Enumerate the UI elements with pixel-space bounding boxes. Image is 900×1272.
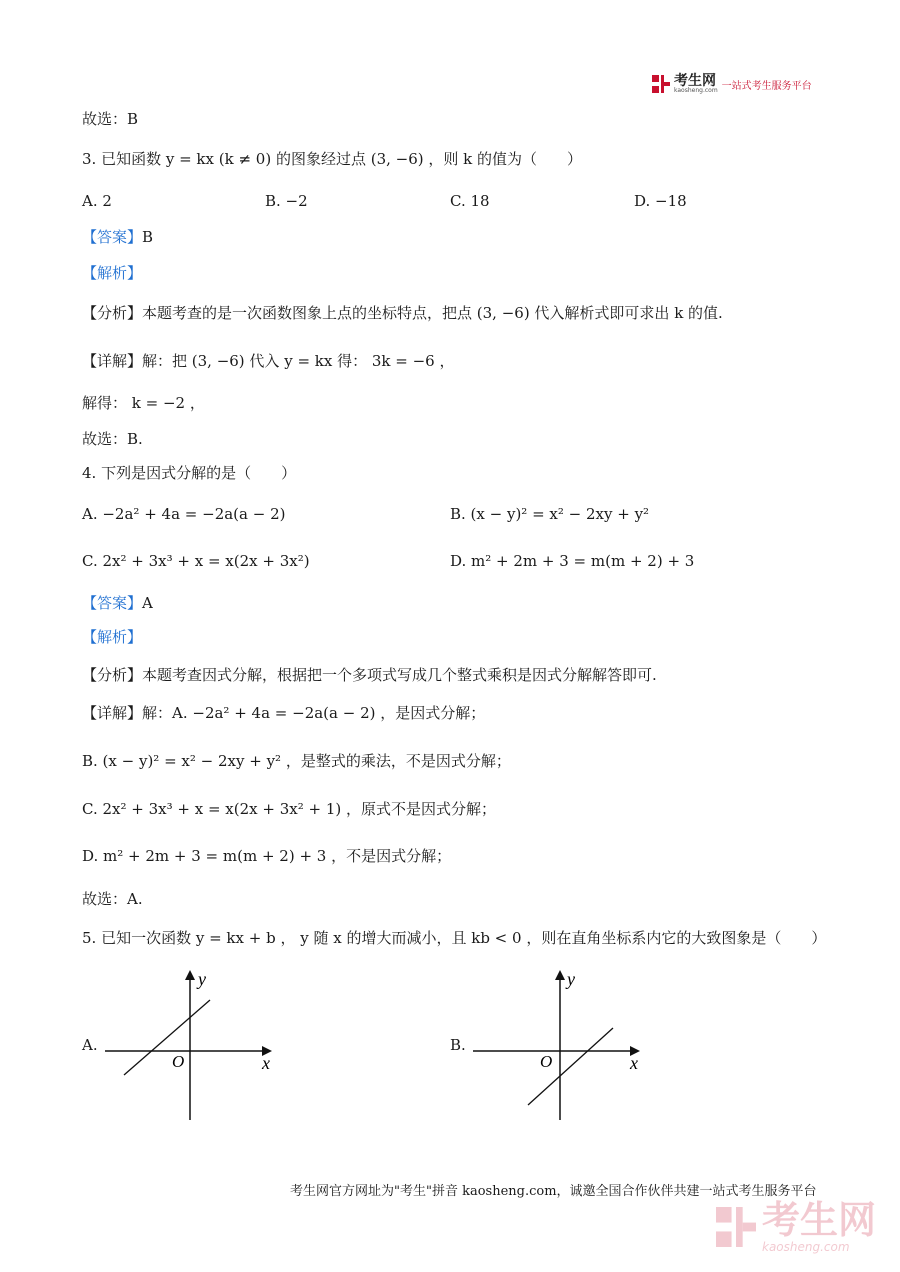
q4-analysis-tag: 【解析】 bbox=[82, 628, 143, 646]
q4-c: C. 2x² + 3x³ + x = x(2x + 3x² + 1) ，原式不是因式分解； bbox=[82, 800, 496, 818]
page-footer: 考生网官方网址为"考生"拼音 kaosheng.com，诚邀全国合作伙伴共建一站式考生服务平台 bbox=[290, 1184, 817, 1199]
q4-option-b: B. (x − y)² = x² − 2xy + y² bbox=[450, 505, 650, 523]
logo-name: 考生网 bbox=[674, 72, 716, 89]
watermark-text: 考生网 bbox=[762, 1198, 877, 1242]
graph-a-line bbox=[124, 1000, 210, 1075]
q3-analysis-tag: 【解析】 bbox=[82, 264, 143, 282]
q4-option-c: C. 2x² + 3x³ + x = x(2x + 3x²) bbox=[82, 552, 310, 570]
q3-fenxi: 【分析】本题考查的是一次函数图象上点的坐标特点，把点 (3, −6) 代入解析式即可求出 k 的值. bbox=[82, 304, 723, 322]
q3-option-d: D. −18 bbox=[634, 192, 687, 210]
graph-b-y-arrow bbox=[555, 970, 565, 980]
graph-a-y-arrow bbox=[185, 970, 195, 980]
logo-domain: kaosheng.com bbox=[674, 86, 718, 94]
answer-tag: 【答案】 bbox=[82, 228, 143, 246]
q3-xiangjie: 【详解】解：把 (3, −6) 代入 y = kx 得： 3k = −6 ， bbox=[82, 352, 455, 370]
graph-a-label: A. bbox=[82, 1036, 98, 1054]
question-4: 4. 下列是因式分解的是（ ） bbox=[82, 464, 297, 482]
answer-tag-2: 【答案】 bbox=[82, 594, 143, 612]
watermark bbox=[716, 1200, 876, 1254]
question-3: 3. 已知函数 y = kx (k ≠ 0) 的图象经过点 (3, −6) ，则 k 的值为（ ） bbox=[82, 150, 583, 168]
graph-b bbox=[468, 965, 658, 1125]
brand-logo bbox=[652, 72, 812, 96]
q3-option-a: A. 2 bbox=[82, 192, 112, 210]
graph-b-x-label: x bbox=[630, 1053, 638, 1073]
header-slogan: 一站式考生服务平台 bbox=[721, 80, 812, 92]
watermark-logo-icon bbox=[716, 1207, 756, 1247]
q4-answer: A bbox=[142, 594, 153, 612]
q4-guxuan: 故选：A. bbox=[82, 890, 143, 908]
q4-xiangjie: 【详解】解：A. −2a² + 4a = −2a(a − 2) ，是因式分解； bbox=[82, 704, 486, 722]
q4-option-d: D. m² + 2m + 3 = m(m + 2) + 3 bbox=[450, 552, 695, 570]
q3-option-c: C. 18 bbox=[450, 192, 490, 210]
graph-a bbox=[100, 965, 290, 1125]
graph-b-label: B. bbox=[450, 1036, 466, 1054]
graph-a-x-label: x bbox=[262, 1053, 270, 1073]
q3-guxuan: 故选：B. bbox=[82, 430, 143, 448]
q4-answer-line bbox=[82, 592, 153, 614]
graph-b-origin: O bbox=[540, 1052, 553, 1071]
q3-option-b: B. −2 bbox=[265, 192, 308, 210]
question-5: 5. 已知一次函数 y = kx + b ， y 随 x 的增大而减小，且 kb < 0 ，则在直角坐标系内它的大致图象是（ ） bbox=[82, 929, 827, 947]
q3-answer-line bbox=[82, 226, 153, 248]
watermark-domain: kaosheng.com bbox=[762, 1240, 850, 1254]
q3-answer: B bbox=[142, 228, 154, 246]
graph-a-y-label: y bbox=[198, 969, 206, 989]
prev-answer: 故选：B bbox=[82, 110, 139, 128]
q4-fenxi: 【分析】本题考查因式分解，根据把一个多项式写成几个整式乘积是因式分解解答即可. bbox=[82, 666, 657, 684]
q4-option-a: A. −2a² + 4a = −2a(a − 2) bbox=[82, 505, 286, 523]
logo-mark-icon bbox=[652, 75, 670, 93]
q4-b: B. (x − y)² = x² − 2xy + y² ，是整式的乘法，不是因式分解； bbox=[82, 752, 511, 770]
q4-d: D. m² + 2m + 3 = m(m + 2) + 3 ，不是因式分解； bbox=[82, 847, 452, 865]
q3-jiede: 解得： k = −2 ， bbox=[82, 394, 205, 412]
graph-a-origin: O bbox=[172, 1052, 185, 1071]
graph-b-y-label: y bbox=[567, 969, 575, 989]
